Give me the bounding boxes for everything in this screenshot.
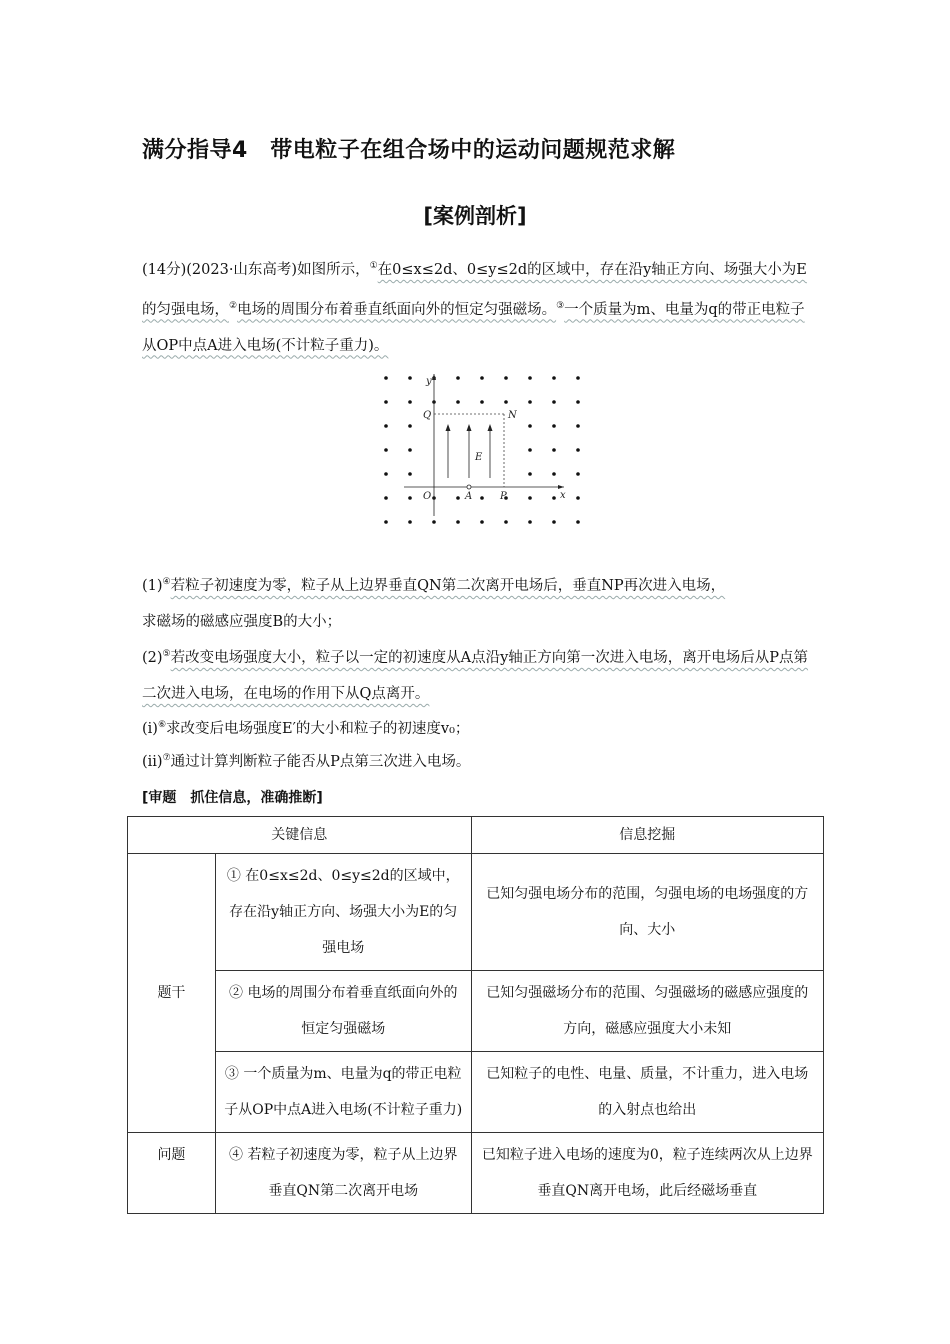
field-dot xyxy=(528,520,532,524)
key-info-cell: ② 电场的周围分布着垂直纸面向外的恒定匀强磁场 xyxy=(215,971,471,1052)
marker-5: ⑤ xyxy=(162,649,171,659)
field-dot xyxy=(528,400,532,404)
field-dot xyxy=(408,376,412,380)
question-2i xyxy=(142,710,814,744)
label-O: O xyxy=(423,491,432,502)
field-dot xyxy=(552,496,556,500)
label-y: y xyxy=(426,376,432,387)
field-dot xyxy=(408,496,412,500)
field-dot xyxy=(480,376,484,380)
field-dot xyxy=(576,400,580,404)
marker-2: ② xyxy=(229,300,238,311)
point-A xyxy=(467,485,471,489)
field-dot xyxy=(384,472,388,476)
field-diagram xyxy=(372,366,582,548)
group-question: 问题 xyxy=(128,1133,216,1214)
field-dot xyxy=(528,424,532,428)
field-dot xyxy=(408,448,412,452)
section-heading: [审题 抓住信息，准确推断] xyxy=(142,790,323,806)
label-x: x xyxy=(560,490,566,501)
field-dot xyxy=(456,400,460,404)
field-dot xyxy=(528,472,532,476)
x-axis-arrow xyxy=(558,485,564,489)
info-cell: 已知匀强磁场分布的范围、匀强磁场的磁感应强度的方向，磁感应强度大小未知 xyxy=(471,971,823,1052)
electric-field-arrows xyxy=(448,428,490,478)
field-dot xyxy=(528,376,532,380)
question-1 xyxy=(142,564,814,640)
page-title: 满分指导4 带电粒子在组合场中的运动问题规范求解 xyxy=(142,138,676,163)
field-dot xyxy=(480,520,484,524)
key-info-cell: ④ 若粒子初速度为零，粒子从上边界垂直QN第二次离开电场 xyxy=(215,1133,471,1214)
info-cell: 已知粒子的电性、电量、质量，不计重力，进入电场的入射点也给出 xyxy=(471,1052,823,1133)
field-dot xyxy=(480,400,484,404)
header-info-mining: 信息挖掘 xyxy=(471,817,823,854)
field-dot xyxy=(552,472,556,476)
key-info-cell: ③ 一个质量为m、电量为q的带正电粒子从OP中点A进入电场(不计粒子重力) xyxy=(215,1052,471,1133)
problem-intro: (14分)(2023·山东高考)如图所示， xyxy=(142,261,370,278)
label-N: N xyxy=(508,410,517,421)
field-dot xyxy=(408,424,412,428)
magnetic-field-dots xyxy=(384,376,580,524)
header-key-info: 关键信息 xyxy=(128,817,472,854)
table-header-row xyxy=(128,817,824,854)
field-dot xyxy=(384,520,388,524)
field-dot xyxy=(456,520,460,524)
field-dot xyxy=(576,376,580,380)
field-dot xyxy=(552,376,556,380)
table-row xyxy=(128,854,824,971)
field-dot xyxy=(384,400,388,404)
field-dot xyxy=(576,424,580,428)
analysis-table xyxy=(127,816,824,1214)
q1-condition: 若粒子初速度为零，粒子从上边界垂直QN第二次离开电场后，垂直NP再次进入电场， xyxy=(170,577,726,594)
marker-3: ③ xyxy=(556,300,565,311)
field-dot xyxy=(384,448,388,452)
condition-1: 在0≤x≤2d、0≤y≤2d的区域中，存在沿y轴正方向、场强大小为E的匀强电场， xyxy=(142,261,807,318)
field-dot xyxy=(384,424,388,428)
q2ii-number: (ⅱ) xyxy=(142,753,163,770)
field-dot xyxy=(552,400,556,404)
problem-statement xyxy=(142,248,814,364)
field-dot xyxy=(408,520,412,524)
question-2 xyxy=(142,636,814,712)
marker-7: ⑦ xyxy=(162,753,171,763)
q2ii-text: 通过计算判断粒子能否从P点第三次进入电场。 xyxy=(170,753,471,770)
label-A: A xyxy=(465,491,473,502)
marker-4: ④ xyxy=(162,577,171,587)
field-dot xyxy=(528,496,532,500)
field-dot xyxy=(576,496,580,500)
field-dot xyxy=(384,496,388,500)
field-dot xyxy=(384,376,388,380)
field-dot xyxy=(552,424,556,428)
field-dot xyxy=(408,472,412,476)
field-dot xyxy=(432,520,436,524)
field-dot xyxy=(456,496,460,500)
table-row xyxy=(128,1133,824,1214)
q1-ask: 求磁场的磁感应强度B的大小； xyxy=(142,613,342,630)
field-dot xyxy=(528,448,532,452)
label-P: P xyxy=(500,491,507,502)
section-subtitle: [案例剖析] xyxy=(423,204,527,228)
info-cell: 已知粒子进入电场的速度为0，粒子连续两次从上边界垂直QN离开电场，此后经磁场垂直 xyxy=(471,1133,823,1214)
key-info-cell: ① 在0≤x≤2d、0≤y≤2d的区域中，存在沿y轴正方向、场强大小为E的匀强电场 xyxy=(215,854,471,971)
question-2ii xyxy=(142,743,814,777)
field-dot xyxy=(576,520,580,524)
field-dot xyxy=(576,448,580,452)
field-dot xyxy=(456,376,460,380)
condition-2: 电场的周围分布着垂直纸面向外的恒定匀强磁场。 xyxy=(237,301,557,318)
q1-number: (1) xyxy=(142,577,163,594)
table-row xyxy=(128,1052,824,1133)
table-row xyxy=(128,971,824,1052)
marker-1: ① xyxy=(369,261,378,271)
info-cell: 已知匀强电场分布的范围，匀强电场的电场强度的方向、大小 xyxy=(471,854,823,971)
label-Q: Q xyxy=(423,410,432,421)
group-stem: 题干 xyxy=(128,854,216,1133)
condition-3: 一个质量为m、电量为q的带正电粒子从OP中点A进入电场(不计粒子重力)。 xyxy=(142,301,805,354)
q2-number: (2) xyxy=(142,649,163,666)
q2i-text: 求改变后电场强度E′的大小和粒子的初速度v₀； xyxy=(166,720,470,737)
q2i-number: (ⅰ) xyxy=(142,720,158,737)
field-dot xyxy=(480,496,484,500)
q2-condition: 若改变电场强度大小，粒子以一定的初速度从A点沿y轴正方向第一次进入电场，离开电场后从P点第二次进入电场，在电场的作用下从Q点离开。 xyxy=(142,649,809,702)
marker-6: ⑥ xyxy=(157,720,167,730)
label-E: E xyxy=(475,452,483,463)
field-dot xyxy=(552,520,556,524)
field-dot xyxy=(504,520,508,524)
field-dot xyxy=(504,376,508,380)
field-dot xyxy=(576,472,580,476)
field-dot xyxy=(504,400,508,404)
field-dot xyxy=(408,400,412,404)
field-dot xyxy=(552,448,556,452)
